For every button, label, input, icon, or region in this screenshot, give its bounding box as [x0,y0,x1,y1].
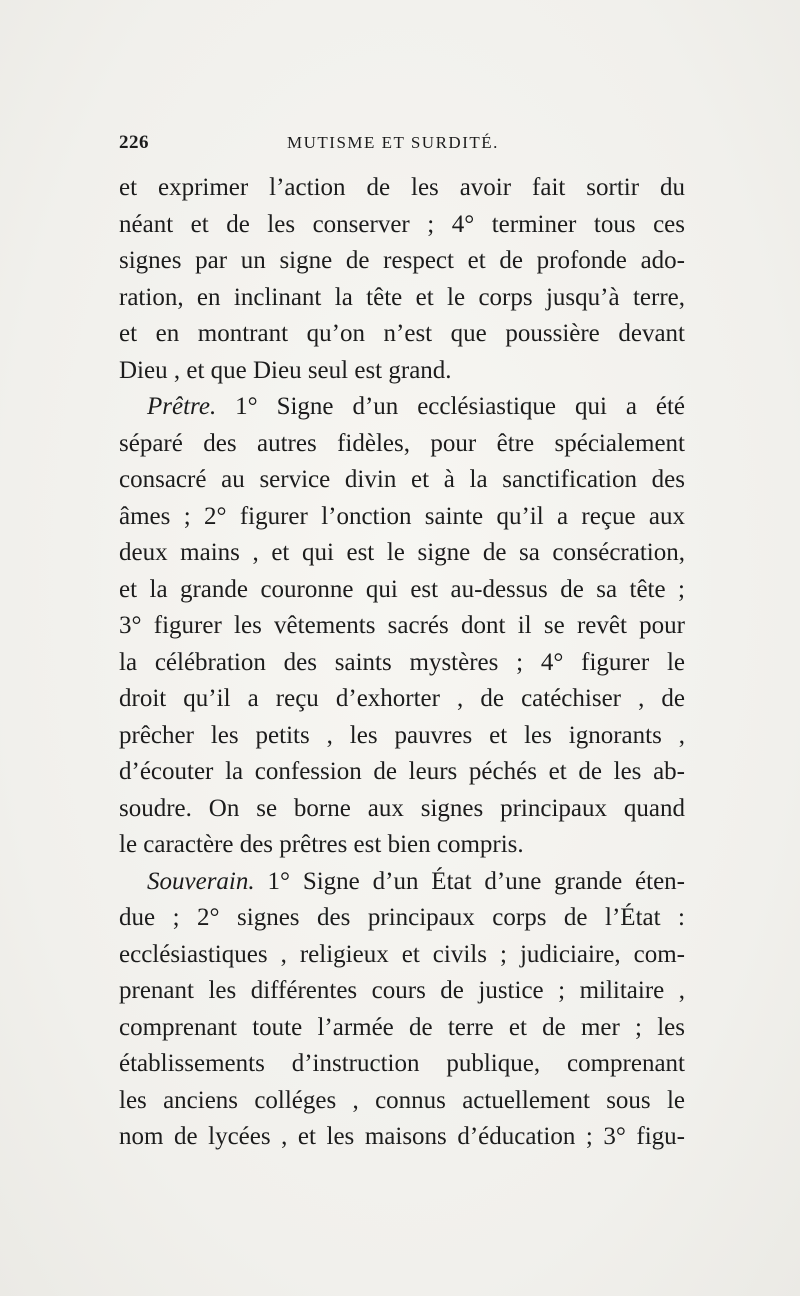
text-line: soudre. On se borne aux signes principaux quand [119,794,685,822]
page-number: 226 [119,132,149,153]
text-line: nom de lycées , et les maisons d’éducation ; 3° figu- [119,1123,685,1150]
text-line: comprenant toute l’armée de terre et de mer ; les [119,1013,685,1041]
text-line: âmes ; 2° figurer l’onction sainte qu’il a reçue aux [119,502,685,530]
text-line: due ; 2° signes des principaux corps de l’État : [119,904,685,931]
text-line-pretre [119,389,685,426]
text-line-rest: 1° Signe d’un État d’une grande éten- [267,867,686,895]
text-line: la célébration des saints mystères ; 4° figurer le [119,648,685,676]
text-line-rest: 1° Signe d’un ecclésiastique qui a été [235,393,685,420]
text-line: Dieu , et que Dieu seul est grand. [119,356,452,384]
text-line: 3° figurer les vêtements sacrés dont il se revêt pour [119,612,685,639]
term-pretre: Prêtre. [147,393,217,420]
text-line: néant et de les conserver ; 4° terminer tous ces [119,210,685,238]
running-title: MUTISME ET SURDITÉ. [287,133,499,152]
text-line: d’écouter la confession de leurs péchés et de les ab- [119,758,685,785]
page-header [119,132,685,158]
text-line: séparé des autres fidèles, pour être spécialement [119,429,685,457]
text-line-souverain [119,864,685,901]
text-line: les anciens colléges , connus actuellement sous le [119,1086,685,1114]
text-line: ecclésiastiques , religieux et civils ; judiciaire, com- [119,940,685,968]
text-line: prêcher les petits , les pauvres et les ignorants , [119,721,685,749]
text-line: prenant les différentes cours de justice ; militaire , [119,977,685,1004]
text-line: deux mains , et qui est le signe de sa consécration, [119,539,685,566]
text-line: le caractère des prêtres est bien compris. [119,831,524,858]
text-line: et en montrant qu’on n’est que poussière devant [119,320,685,347]
body-text [119,170,685,1156]
term-souverain: Souverain. [147,867,255,895]
text-line: et la grande couronne qui est au-dessus de sa tête ; [119,575,685,603]
text-line: consacré au service divin et à la sanctification des [119,466,685,493]
text-line: ration, en inclinant la tête et le corps jusqu’à terre, [119,283,685,311]
text-line: et exprimer l’action de les avoir fait sortir du [119,174,685,201]
text-line: droit qu’il a reçu d’exhorter , de catéchiser , de [119,685,685,712]
text-line: signes par un signe de respect et de profonde ado- [119,247,685,274]
text-line: établissements d’instruction publique, comprenant [119,1050,685,1077]
